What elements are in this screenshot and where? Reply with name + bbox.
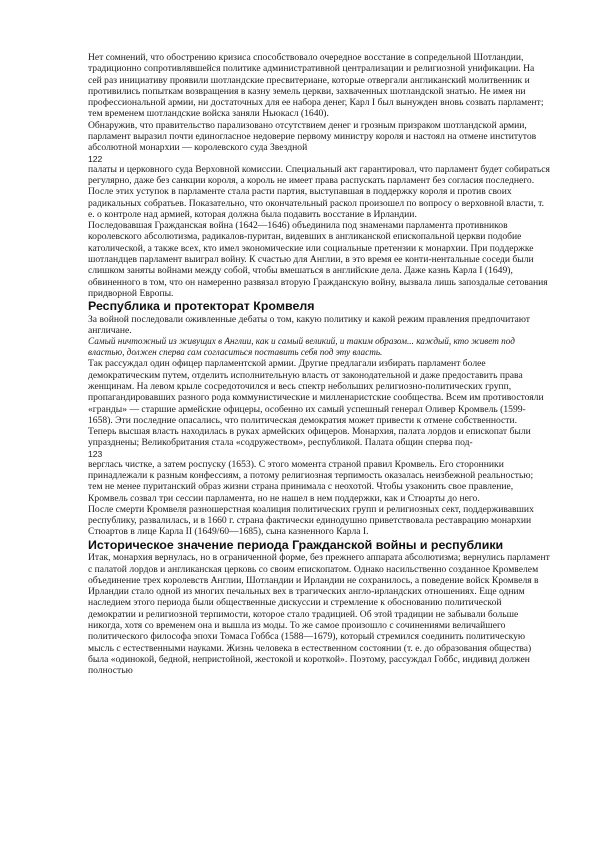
paragraph-restoration: После смерти Кромвеля разношерстная коалиция политических групп и религиозных сект, поддерживавших республику, развалилась, и в 1660 г. страна фактически единодушно приветствовала реставрацию монархии Стюартов в лице Карла II (1649/60—1685), сына казненного Карла I. — [88, 503, 534, 538]
document-page — [88, 52, 550, 677]
paragraph-civil-war: Последовавшая Гражданская война (1642—1646) объединила под знаменами парламента противников королевского абсолютизма, радикалов-пуритан, видевших в англиканской епископальной церкви подобие католической, а также всех, кто имел экономические или социальные претензии к монархии. При поддержке шотландцев парламент выиграл войну. К счастью для Англии, в это время ее конти-нентальные соседи были слишком заняты войнами между собой, чтобы вмешаться в английские дела. Даже казнь Карла I (1649), обвиненного в том, что он намеренно развязал вторую Гражданскую войну, вызвала лишь запоздалые сетования придворной Европы. — [88, 220, 548, 299]
paragraph-officer-reasoning: Так рассуждал один офицер парламентской армии. Другие предлагали избирать парламент более демократическим путем, отделить исполнительную власть от законодательной и даже предоставить права женщинам. На левом крыле сосредоточился и весь спектр небольших религиозно-политических групп, пропагандировавших разного рода коммунистические и милленаристские сообщества. Всем им противостояли «гранды» — старшие армейские офицеры, особенно их самый успешный генерал Оливер Кромвель (1599-1658). Эти последние опасались, что политическая демократия может привести к отмене собственности. — [88, 358, 544, 426]
paragraph-star-chamber: палаты и церковного суда Верховной комиссии. Специальный акт гарантировал, что парламент будет собираться регулярно, даже без санкции короля, а король не имеет права распускать парламент без согласия последнего. После этих уступок в парламенте стала расти партия, выступавшая в поддержку короля и против своих радикальных собратьев. Показательно, что окончательный раскол произошел по вопросу о верховной власти, т. е. о контроле над армией, которая должна была подавить восстание в Ирландии. — [88, 163, 550, 220]
paragraph-cromwell-rule: верглась чистке, а затем роспуску (1653). С этого момента страной правил Кромвель. Его сторонники принадлежали к разным конфессиям, а потому религиозная терпимость оказалась неизбежной реальностью; тем не менее пуританский образ жизни страна принимала с неохотой. Чтобы узаконить свое правление, Кромвель созвал три сессии парламента, но не нашел в нем поддержки, как и Стюарты до него. — [88, 458, 534, 504]
paragraph-legacy: Итак, монархия вернулась, но в ограниченной форме, без прежнего аппарата абсолютизма; вернулись парламент с палатой лордов и англиканская церковь со своим епископатом. Однако насильственно созданное Кромвелем объединение трех королевств Англии, Шотландии и Ирландии не сохранилось, а поведение войск Кромвеля в Ирландии стало одной из многих печальных вех в трагических англо-ирландских отношениях. Еще одним наследием этого периода были общественные дискуссии и стремление к обоснованию политической демократии и религиозной терпимости, которое стало традицией. Об этой традиции не забывали больше никогда, хотя со временем она и вышла из моды. То же самое произошло с сочинениями величайшего политического философа эпохи Томаса Гоббса (1588—1679), который стремился соединить политическую мысль с естественными науками. Жизнь человека в естественном состоянии (т. е. до образования общества) была «одинокой, бедной, непристойной, жестокой и короткой». Поэтому, рассуждал Гоббс, индивид должен полностью — [88, 552, 550, 677]
paragraph-parliament-distrust: Обнаружив, что правительство парализовано отсутствием денег и грозным призраком шотландской армии, парламент выразил почти единогласное недоверие первому министру короля и настоял на отмене институтов абсолютной монархии — королевского суда Звездной — [88, 119, 537, 154]
page-number-123: 123 — [88, 448, 103, 459]
paragraph-scottish-uprising: Нет сомнений, что обострению кризиса способствовало очередное восстание в сопредельной Шотландии, традиционно сопротивлявшейся политике административной централизации и религиозной унификации. На сей раз инициативу проявили шотландские пресвитериане, которые отвергали англиканский молитвенник и противились попыткам возвращения в казну земель церкви, захваченных шотландской знатью. Не имея ни профессиональной армии, ни достаточных для ее набора денег, Карл I был вынужден вновь созвать парламент; тем временем шотландские войска заняли Ньюкасл (1640). — [88, 52, 544, 120]
italic-quote: Самый ничтожный из живущих в Англии, как и самый великий, и таким образом... каждый, кто живет под властью, должен сперва сам согласиться поставить себя под эту власть. — [88, 336, 515, 358]
page-number-122: 122 — [88, 153, 103, 164]
paragraph-army-power: Теперь высшая власть находилась в руках армейских офицеров. Монархия, палата лордов и епископат были упразднены; Великобритания стала «содружеством», республикой. Палата общин сперва под- — [88, 426, 531, 449]
section-heading-republic: Республика и протекторат Кромвеля — [88, 299, 315, 314]
section-heading-historical-significance: Историческое значение периода Гражданской войны и республики — [88, 537, 504, 552]
paragraph-debates: За войной последовали оживленные дебаты о том, какую политику и какой режим правления предпочитают англичане. — [88, 313, 530, 337]
